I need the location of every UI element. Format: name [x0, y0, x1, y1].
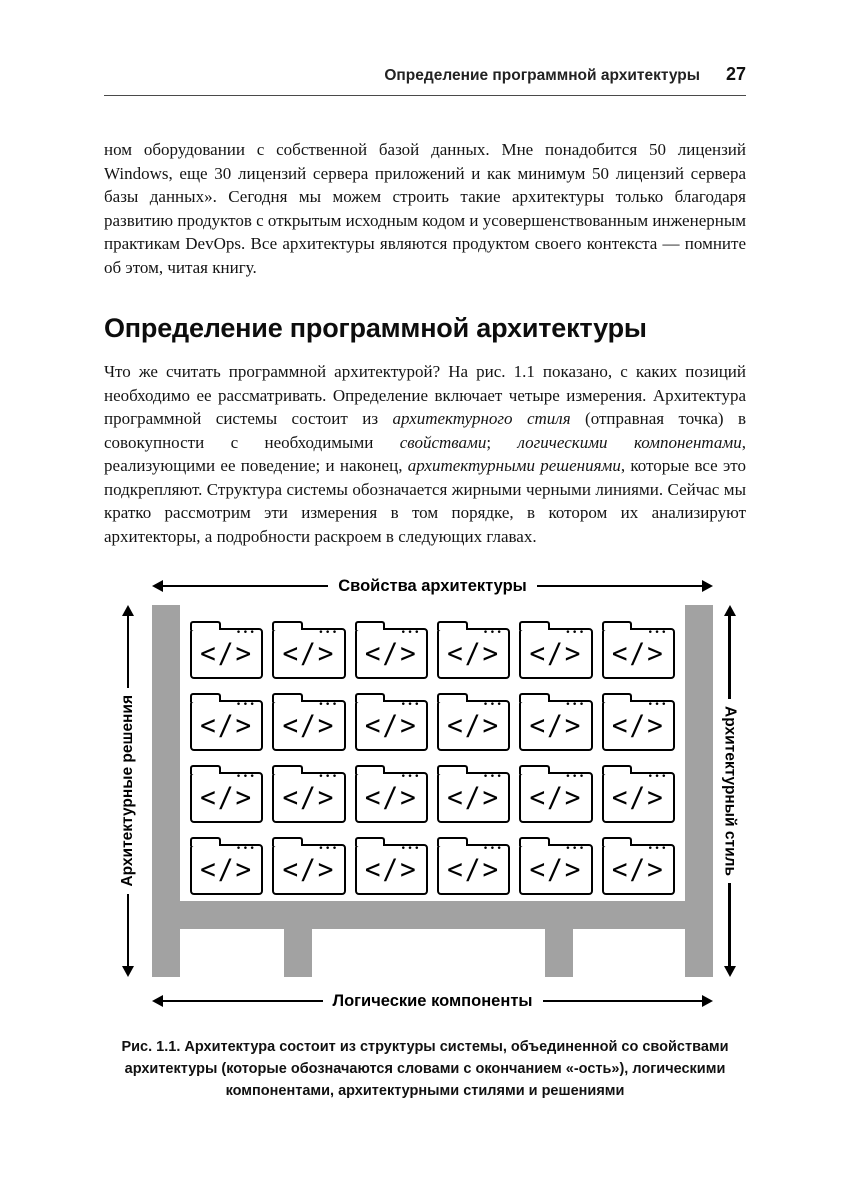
right-axis-label: Архитектурный стиль	[721, 706, 739, 876]
left-axis-arrow	[119, 605, 137, 977]
code-component-icon	[519, 772, 592, 823]
arrowhead-right-icon	[702, 995, 713, 1007]
code-glyph: </>	[529, 781, 583, 814]
icon-tab	[355, 837, 386, 846]
icon-dots: •••	[235, 700, 257, 710]
caption-text: Архитектура состоит из структуры системы, объединенной со свойствами архитектуры (которые обозначаются словами с окончанием «-ость»), логическими компонентами, архитектурными стилями и решениями	[124, 1039, 729, 1099]
code-glyph: </>	[282, 781, 336, 814]
figure-body	[104, 605, 746, 977]
arrowhead-down-icon	[724, 966, 736, 977]
icon-dots: •••	[482, 844, 504, 854]
figure-caption	[104, 1037, 746, 1102]
header-rule	[104, 95, 746, 96]
icon-dots: •••	[235, 628, 257, 638]
icon-tab	[272, 765, 303, 774]
page-number: 27	[725, 64, 746, 84]
code-glyph: </>	[282, 853, 336, 886]
icon-tab	[190, 621, 221, 630]
code-component-icon	[437, 700, 510, 751]
icon-dots: •••	[400, 700, 421, 710]
code-component-icon	[602, 844, 675, 895]
code-glyph: </>	[364, 637, 418, 670]
code-component-icon	[272, 844, 345, 895]
code-glyph: </>	[364, 709, 418, 742]
code-glyph: </>	[200, 853, 254, 886]
code-component-icon	[519, 628, 592, 679]
icon-dots: •••	[647, 628, 668, 638]
code-component-icon	[602, 772, 675, 823]
code-component-icon	[190, 700, 263, 751]
code-component-icon	[272, 700, 345, 751]
icon-dots: •••	[318, 628, 339, 638]
arrowhead-up-icon	[724, 605, 736, 616]
base-bar	[152, 901, 713, 929]
arrowhead-down-icon	[122, 966, 134, 977]
icon-dots: •••	[565, 628, 586, 638]
figure-1-1	[104, 576, 746, 1011]
icon-dots: •••	[235, 772, 257, 782]
code-glyph: </>	[447, 637, 501, 670]
code-glyph: </>	[529, 637, 583, 670]
code-component-icon	[355, 700, 428, 751]
code-glyph: </>	[529, 709, 583, 742]
code-glyph: </>	[611, 709, 665, 742]
icon-dots: •••	[647, 700, 668, 710]
code-component-icon	[602, 628, 675, 679]
code-glyph: </>	[611, 853, 665, 886]
code-glyph: </>	[200, 637, 254, 670]
icon-tab	[602, 621, 633, 630]
top-axis-arrow	[152, 576, 713, 596]
component-grid	[190, 619, 675, 895]
icon-dots: •••	[318, 700, 339, 710]
icon-dots: •••	[482, 700, 504, 710]
code-component-icon	[602, 700, 675, 751]
icon-tab	[437, 837, 468, 846]
code-glyph: </>	[447, 709, 501, 742]
code-glyph: </>	[364, 781, 418, 814]
icon-dots: •••	[647, 844, 668, 854]
icon-dots: •••	[647, 772, 668, 782]
icon-tab	[355, 765, 386, 774]
code-glyph: </>	[529, 853, 583, 886]
icon-tab	[355, 693, 386, 702]
icon-tab	[190, 837, 221, 846]
icon-tab	[190, 693, 221, 702]
top-axis-label: Свойства архитектуры	[338, 576, 527, 595]
icon-tab	[437, 621, 468, 630]
running-header	[104, 64, 746, 85]
section-paragraph: Что же считать программной архитектурой? На рис. 1.1 показано, с каких позиций необходимо ее рассматривать. Определение включает четыре измерения. Архитектура программной системы состоит из архитектурного стиля (отправная точка) в совокупности с необходимыми свойствами; логическими компонентами, реализующими ее поведение; и наконец, архитектурными решениями, которые все это подкрепляют. Структура системы обозначается жирными черными линиями. Сейчас мы кратко рассмотрим эти измерения в том порядке, в котором их анализируют архитекторы, а подробности раскроем в следующих главах.	[104, 362, 746, 546]
icon-tab	[519, 765, 550, 774]
section-heading: Определение программной архитектуры	[104, 313, 647, 343]
icon-dots: •••	[565, 700, 586, 710]
code-component-icon	[519, 700, 592, 751]
caption-label: Рис. 1.1.	[121, 1039, 181, 1055]
code-component-icon	[272, 628, 345, 679]
icon-dots: •••	[565, 844, 586, 854]
icon-dots: •••	[400, 844, 421, 854]
code-glyph: </>	[200, 781, 254, 814]
code-component-icon	[272, 772, 345, 823]
icon-dots: •••	[482, 772, 504, 782]
arrowhead-up-icon	[122, 605, 134, 616]
code-glyph: </>	[447, 853, 501, 886]
code-component-icon	[355, 628, 428, 679]
support-leg	[545, 929, 573, 977]
bottom-axis-label: Логические компоненты	[332, 991, 533, 1010]
icon-tab	[190, 765, 221, 774]
code-glyph: </>	[611, 781, 665, 814]
running-title: Определение программной архитектуры	[384, 67, 700, 84]
system-structure	[152, 605, 713, 977]
code-glyph: </>	[282, 709, 336, 742]
code-component-icon	[437, 628, 510, 679]
code-component-icon	[437, 844, 510, 895]
code-component-icon	[190, 844, 263, 895]
code-component-icon	[355, 772, 428, 823]
code-component-icon	[437, 772, 510, 823]
icon-tab	[437, 693, 468, 702]
code-component-icon	[190, 628, 263, 679]
bottom-axis-arrow	[152, 991, 713, 1011]
code-component-icon	[519, 844, 592, 895]
icon-tab	[519, 693, 550, 702]
code-glyph: </>	[282, 637, 336, 670]
icon-dots: •••	[318, 844, 339, 854]
icon-tab	[272, 837, 303, 846]
icon-tab	[519, 621, 550, 630]
icon-dots: •••	[235, 844, 257, 854]
code-glyph: </>	[447, 781, 501, 814]
arrowhead-right-icon	[702, 580, 713, 592]
icon-tab	[272, 621, 303, 630]
icon-dots: •••	[400, 628, 421, 638]
icon-dots: •••	[400, 772, 421, 782]
intro-paragraph: ном оборудовании с собственной базой данных. Мне понадобится 50 лицензий Windows, еще 30 лицензий сервера приложений и как минимум 50 лицензий сервера базы данных». Сегодня мы можем строить такие архитектуры только благодаря развитию продуктов с открытым исходным кодом и усовершенствованным инженерным практикам DevOps. Все архитектуры являются продуктом своего контекста — помните об этом, читая книгу.	[104, 140, 747, 277]
right-axis-arrow	[721, 605, 739, 977]
code-glyph: </>	[364, 853, 418, 886]
icon-tab	[602, 693, 633, 702]
icon-tab	[355, 621, 386, 630]
left-axis-label: Архитектурные решения	[119, 695, 136, 887]
icon-tab	[602, 765, 633, 774]
code-component-icon	[190, 772, 263, 823]
code-glyph: </>	[200, 709, 254, 742]
arrowhead-left-icon	[152, 995, 163, 1007]
icon-tab	[602, 837, 633, 846]
icon-dots: •••	[318, 772, 339, 782]
icon-tab	[272, 693, 303, 702]
code-glyph: </>	[611, 637, 665, 670]
arrowhead-left-icon	[152, 580, 163, 592]
icon-dots: •••	[482, 628, 504, 638]
icon-tab	[519, 837, 550, 846]
code-component-icon	[355, 844, 428, 895]
icon-tab	[437, 765, 468, 774]
support-leg	[284, 929, 312, 977]
icon-dots: •••	[565, 772, 586, 782]
